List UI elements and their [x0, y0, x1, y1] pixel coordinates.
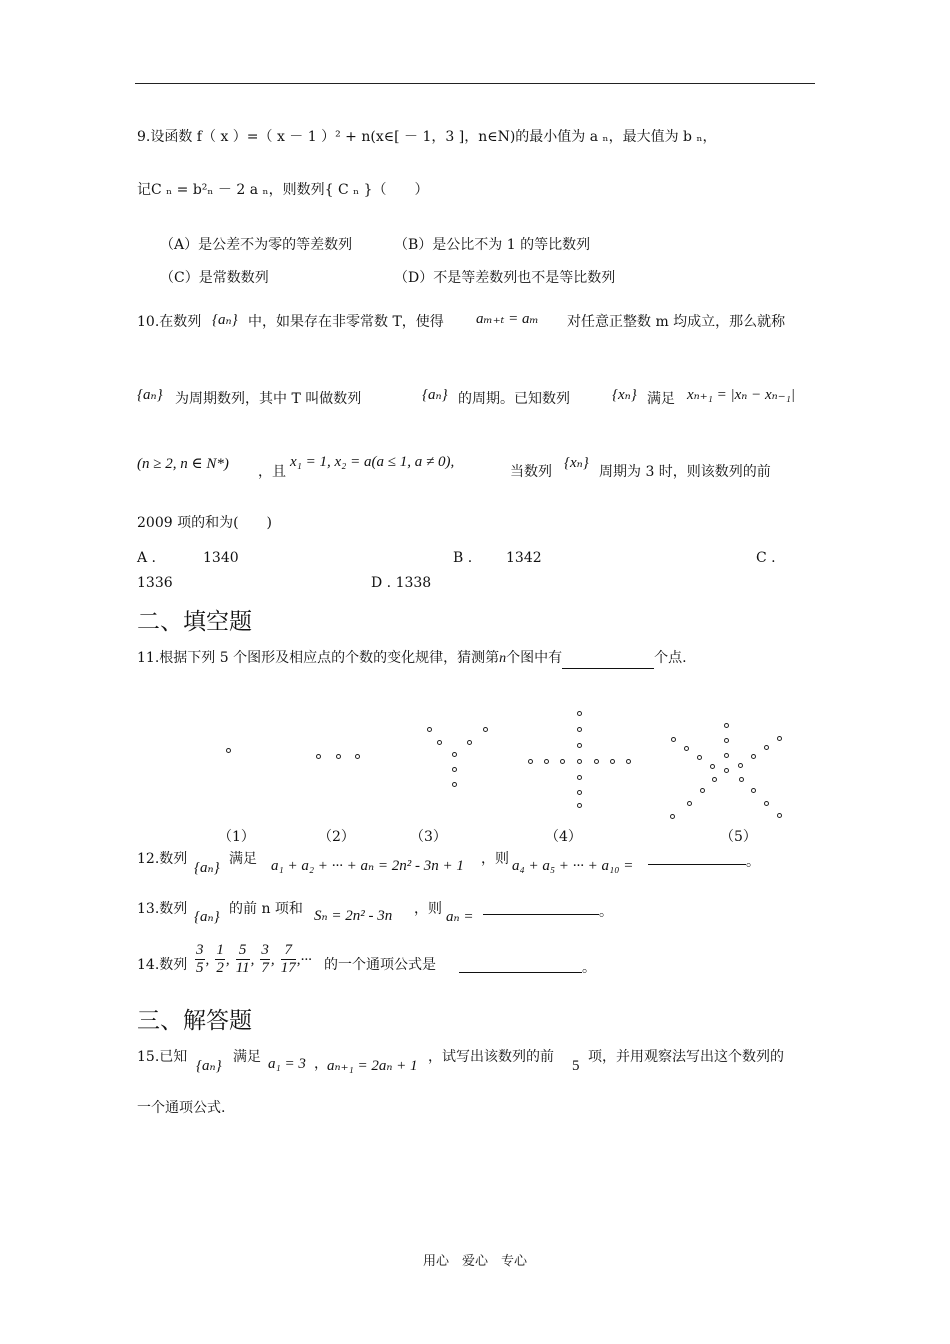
- q12-text-a: 12.数列: [137, 851, 188, 867]
- figure-dot: [452, 782, 457, 787]
- q10-set-a-2: {aₙ}: [137, 387, 163, 403]
- figure-dot: [724, 768, 729, 773]
- figure-dot: [739, 777, 744, 782]
- figure-dot: [700, 788, 705, 793]
- section-answer-heading: 三、解答题: [137, 1008, 252, 1034]
- q13-end: 。: [599, 904, 613, 920]
- figure-dot: [764, 801, 769, 806]
- q12-answer-blank[interactable]: [648, 850, 746, 865]
- q9-line2: 记C ₙ = b²ₙ － 2 a ₙ，则数列{ C ₙ }（ ）: [137, 182, 429, 198]
- figure-dot: [467, 740, 472, 745]
- q9-option-d: （D）不是等差数列也不是等比数列: [394, 270, 616, 286]
- q10-option-c-value: 1336: [137, 575, 173, 591]
- figure-dot: [626, 759, 631, 764]
- q12-text-b: 满足: [229, 851, 257, 867]
- figure-dot: [697, 755, 702, 760]
- figure-dot: [355, 754, 360, 759]
- figure-label-2: （2）: [318, 829, 355, 845]
- figure-dot: [751, 754, 756, 759]
- q11-text-c: 个点.: [654, 650, 687, 666]
- figure-dot: [437, 740, 442, 745]
- figure-dot: [684, 746, 689, 751]
- q13-eq: Sₙ = 2n² - 3n: [314, 908, 393, 924]
- q13-text-c: ，则: [414, 901, 442, 917]
- q10-option-b-label: B .: [453, 550, 473, 566]
- figure-dot: [670, 814, 675, 819]
- q14-end: 。: [582, 960, 596, 976]
- figure-dot: [528, 759, 533, 764]
- q15-eq1: a₁ = 3: [268, 1056, 306, 1072]
- q15-text-a: 15.已知: [137, 1049, 188, 1065]
- figure-dot: [452, 752, 457, 757]
- q11-var-n: n: [499, 651, 507, 666]
- figure-dot: [594, 759, 599, 764]
- figure-dot: [738, 763, 743, 768]
- figure-dot: [671, 737, 676, 742]
- q11-answer-blank[interactable]: [562, 654, 654, 669]
- q14-fraction: $\frac{1}{2}$: [216, 942, 224, 976]
- q10-set-a-3: {aₙ}: [422, 387, 448, 403]
- figure-dot: [577, 803, 582, 808]
- figure-dot: [577, 711, 582, 716]
- q14-fraction: $\frac{5}{11}$: [235, 942, 250, 976]
- q13-text-a: 13.数列: [137, 901, 188, 917]
- q15-text-b: 满足: [233, 1049, 261, 1065]
- figure-dot: [427, 727, 432, 732]
- q13-set: {aₙ}: [194, 909, 220, 925]
- q10-line2-b: 的周期。已知数列: [458, 391, 570, 407]
- q10-line2-c: 满足: [647, 391, 675, 407]
- q14-fraction: $\frac{3}{7}$: [261, 942, 269, 976]
- q14-answer-blank[interactable]: [459, 958, 582, 973]
- section-fill-in-heading: 二、填空题: [137, 609, 252, 635]
- figure-dot: [577, 743, 582, 748]
- figure-label-3: （3）: [410, 829, 447, 845]
- q12-eq2: a₄ + a₅ + ··· + a₁₀ =: [512, 858, 634, 874]
- q10-set-a: {aₙ}: [212, 312, 238, 328]
- q10-eq-period: aₘ₊ₜ = aₘ: [476, 311, 539, 327]
- q15-num: 5: [572, 1058, 580, 1074]
- q10-line1-start: 10.在数列: [137, 314, 202, 330]
- figure-dot: [724, 738, 729, 743]
- q12-text-c: ，则: [481, 851, 509, 867]
- figure-label-1: （1）: [218, 829, 255, 845]
- figure-dot: [336, 754, 341, 759]
- figure-dot: [764, 745, 769, 750]
- figure-label-5: （5）: [720, 829, 757, 845]
- q15-text-d: 项，并用观察法写出这个数列的: [588, 1049, 784, 1065]
- figure-dot: [316, 754, 321, 759]
- q12-set: {aₙ}: [194, 860, 220, 876]
- figure-dot: [452, 767, 457, 772]
- q9-line1: 9.设函数 f（ x ）=（ x － 1 ）² + n(x∈[ － 1，3 ]，n∈N)的最小值为 a ₙ，最大值为 b ₙ，: [137, 129, 717, 145]
- q11-text-b: 个图中有: [506, 650, 563, 666]
- q10-option-a-value: 1340: [203, 550, 239, 566]
- q10-line1-mid: 中，如果存在非零常数 T，使得: [248, 314, 444, 330]
- figure-dot: [544, 759, 549, 764]
- figure-dot: [751, 788, 756, 793]
- figure-label-4: （4）: [545, 829, 582, 845]
- q10-line2-a: 为周期数列，其中 T 叫做数列: [175, 391, 362, 407]
- q14-ellipsis: ,···: [296, 952, 312, 968]
- q10-option-d: D . 1338: [371, 575, 432, 591]
- q10-option-a-label: A .: [137, 550, 157, 566]
- q10-eq-recurrence: xₙ₊₁ = |xₙ − xₙ₋₁|: [687, 387, 795, 403]
- q12-end: 。: [746, 854, 760, 870]
- q13-eq2: aₙ =: [446, 909, 474, 925]
- q10-set-x-2: {xₙ}: [564, 455, 589, 471]
- figure-dot: [710, 764, 715, 769]
- q13-text-b: 的前 n 项和: [229, 901, 303, 917]
- q15-eq2: aₙ₊₁ = 2aₙ + 1: [327, 1058, 418, 1074]
- figure-dot: [724, 753, 729, 758]
- figure-dot: [560, 759, 565, 764]
- q10-line3-c: 周期为 3 时，则该数列的前: [599, 464, 771, 480]
- q14-sequence: $\frac{3}{5}$ , $\frac{1}{2}$ , $\frac{5}{11}$ , $\frac{3}{7}$ , $\frac{7}{17}$ ,···: [196, 942, 312, 976]
- q10-line1-end: 对任意正整数 m 均成立，那么就称: [567, 314, 786, 330]
- figure-dot: [724, 723, 729, 728]
- figure-dot: [577, 790, 582, 795]
- q10-line3-a: ，且: [258, 464, 286, 480]
- q11-text-a: 11.根据下列 5 个图形及相应点的个数的变化规律，猜测第: [137, 650, 500, 666]
- q14-fraction: $\frac{3}{5}$: [196, 942, 204, 976]
- q9-option-b: （B）是公比不为 1 的等比数列: [394, 237, 591, 253]
- q9-option-c: （C）是常数数列: [160, 270, 269, 286]
- header-rule: [135, 83, 815, 84]
- q10-line3-b: 当数列: [510, 464, 552, 480]
- figure-dot: [777, 813, 782, 818]
- figure-dot: [610, 759, 615, 764]
- figure-dot: [712, 777, 717, 782]
- q11-text: [137, 648, 687, 669]
- q15-set: {aₙ}: [196, 1058, 222, 1074]
- q10-eq-initial: x₁ = 1, x₂ = a(a ≤ 1, a ≠ 0),: [290, 454, 455, 470]
- figure-dot: [577, 727, 582, 732]
- q15-sep: ，: [314, 1056, 328, 1072]
- q12-eq: a₁ + a₂ + ··· + aₙ = 2n² - 3n + 1: [271, 858, 464, 874]
- q14-text-a: 14.数列: [137, 957, 188, 973]
- q15-text-c: ，试写出该数列的前: [428, 1049, 554, 1065]
- q10-option-c-label: C .: [756, 550, 776, 566]
- q10-set-x: {xₙ}: [612, 387, 637, 403]
- figure-dot: [577, 759, 582, 764]
- q10-option-b-value: 1342: [506, 550, 542, 566]
- q10-line4: 2009 项的和为( ): [137, 515, 273, 531]
- figure-dot: [226, 748, 231, 753]
- figure-dot: [483, 727, 488, 732]
- q14-text-b: 的一个通项公式是: [324, 957, 436, 973]
- page-footer: 用心 爱心 专心: [422, 1254, 527, 1269]
- figure-dot: [577, 775, 582, 780]
- q15-line2: 一个通项公式.: [137, 1100, 226, 1116]
- figure-dot: [777, 736, 782, 741]
- q9-option-a: （A）是公差不为零的等差数列: [160, 237, 353, 253]
- q13-answer-blank[interactable]: [483, 900, 599, 915]
- q10-condition: (n ≥ 2, n ∈ N*): [137, 456, 229, 472]
- q14-fraction: $\frac{7}{17}$: [280, 942, 296, 976]
- figure-dot: [687, 801, 692, 806]
